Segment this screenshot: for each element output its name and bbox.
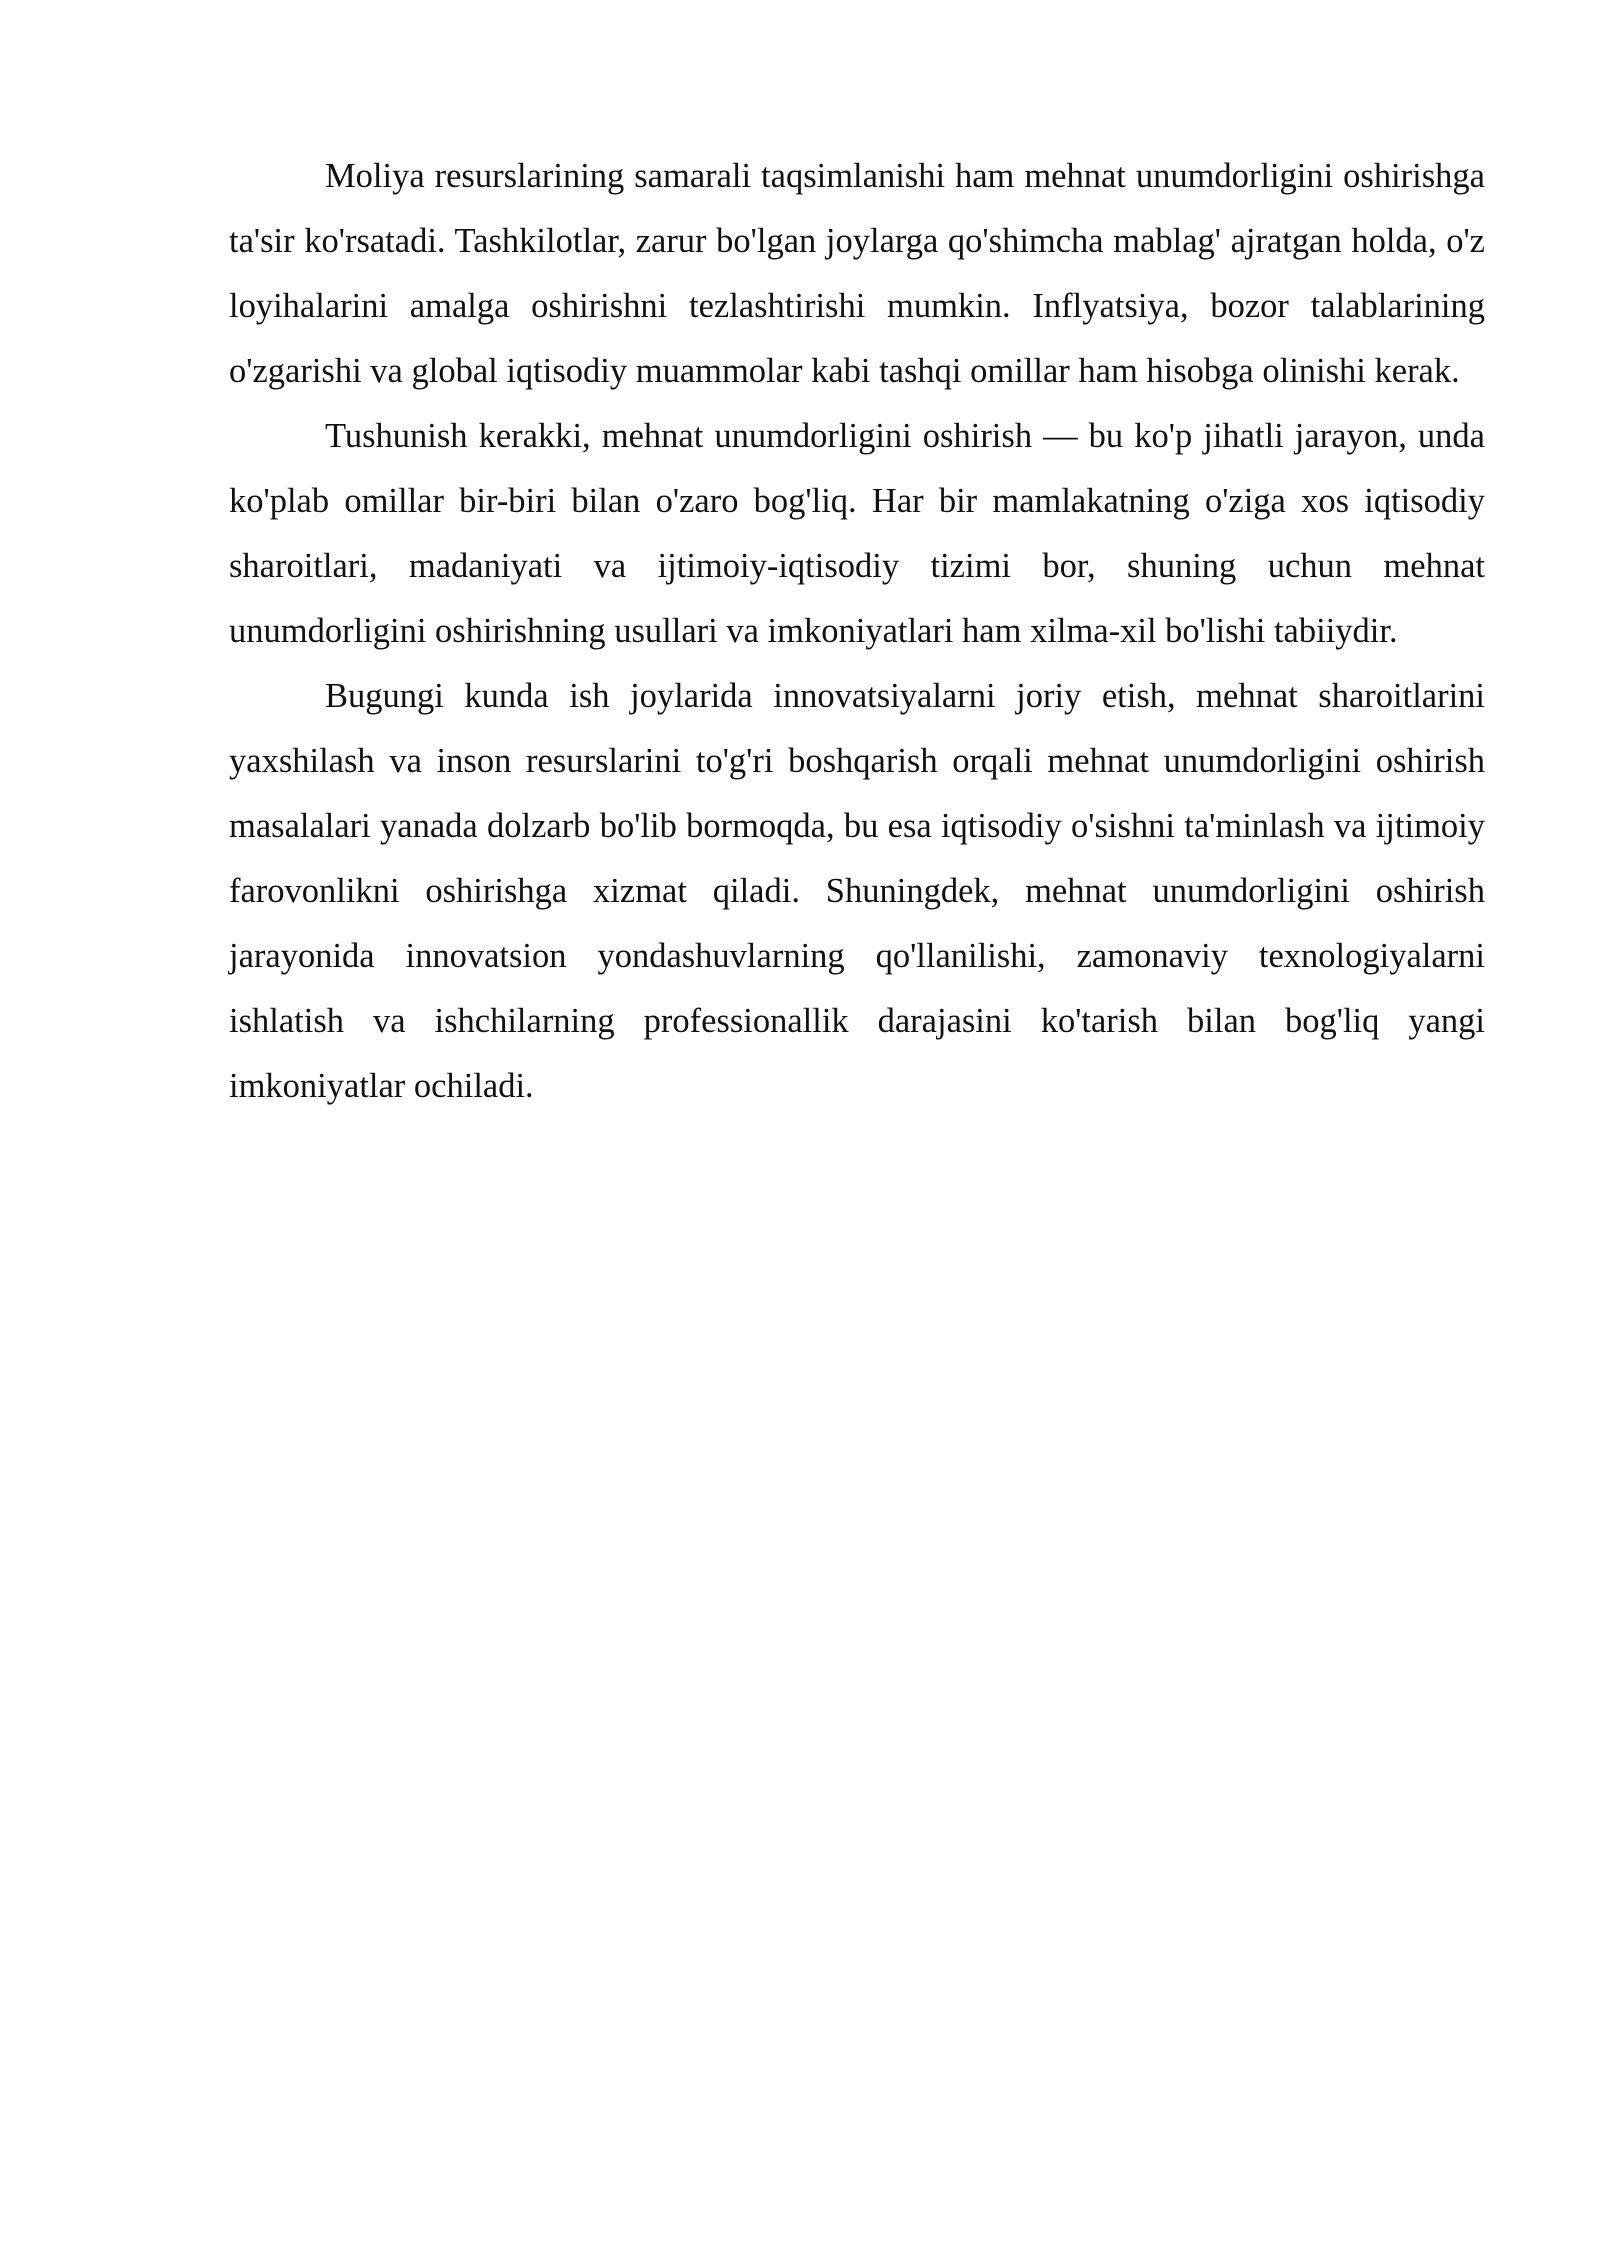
- body-text: [229, 144, 1485, 1119]
- paragraph: Moliya resurslarining samarali taqsimlanishi ham mehnat unumdorligini oshirishga ta'sir ko'rsatadi. Tashkilotlar, zarur bo'lgan joylarga qo'shimcha mablag' ajratgan holda, o'z loyihalarini amalga oshirishni tezlashtirishi mumkin. Inflyatsiya, bozor talablarining o'zgarishi va global iqtisodiy muammolar kabi tashqi omillar ham hisobga olinishi kerak.: [229, 157, 1485, 390]
- paragraph: Bugungi kunda ish joylarida innovatsiyalarni joriy etish, mehnat sharoitlarini yaxshilash va inson resurslarini to'g'ri boshqarish orqali mehnat unumdorligini oshirish masalalari yanada dolzarb bo'lib bormoqda, bu esa iqtisodiy o'sishni ta'minlash va ijtimoiy farovonlikni oshirishga xizmat qiladi. Shuningdek, mehnat unumdorligini oshirish jarayonida innovatsion yondashuvlarning qo'llanilishi, zamonaviy texnologiyalarni ishlatish va ishchilarning professionallik darajasini ko'tarish bilan bog'liq yangi imkoniyatlar ochiladi.: [229, 677, 1485, 1105]
- paragraph: Tushunish kerakki, mehnat unumdorligini oshirish — bu ko'p jihatli jarayon, unda ko'plab omillar bir-biri bilan o'zaro bog'liq. Har bir mamlakatning o'ziga xos iqtisodiy sharoitlari, madaniyati va ijtimoiy-iqtisodiy tizimi bor, shuning uchun mehnat unumdorligini oshirishning usullari va imkoniyatlari ham xilma-xil bo'lishi tabiiydir.: [229, 417, 1485, 650]
